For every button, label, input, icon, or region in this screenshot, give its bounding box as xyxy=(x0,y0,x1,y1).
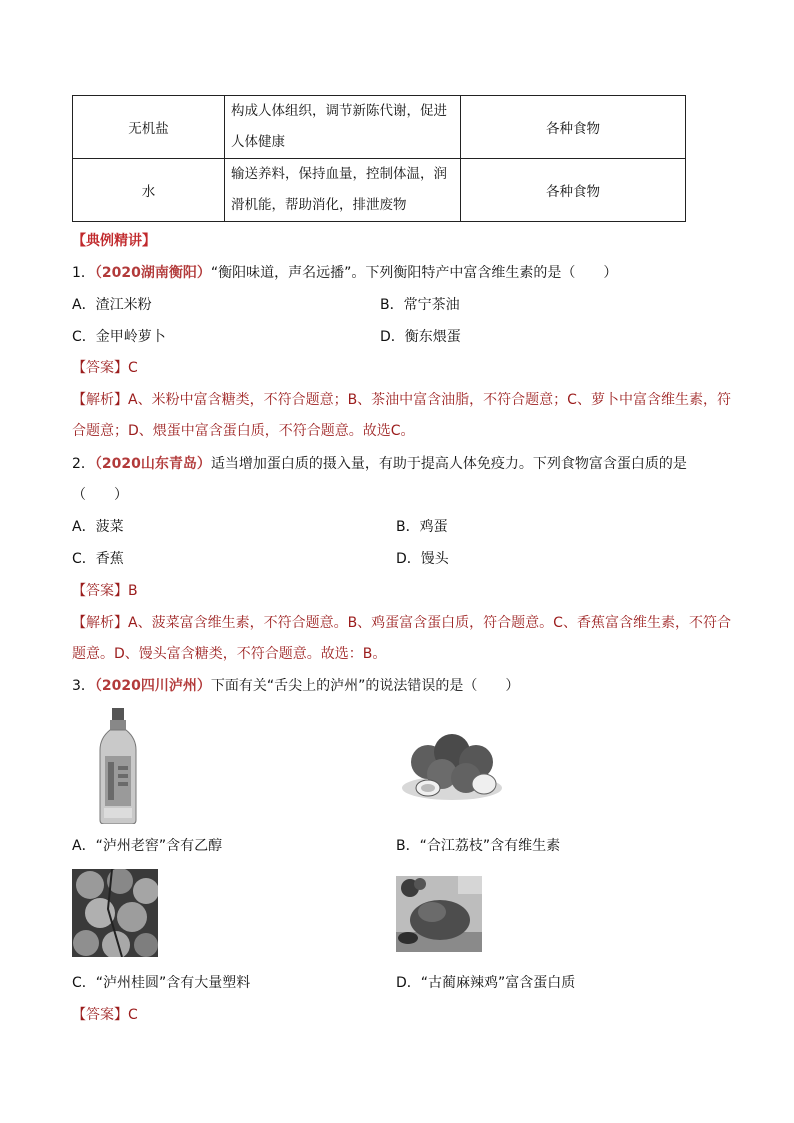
question-number: 2． xyxy=(72,456,95,472)
nutrient-name: 无机盐 xyxy=(73,96,225,159)
question-1 xyxy=(72,263,617,283)
lychee-image xyxy=(398,726,504,804)
option-a: A．菠菜 xyxy=(72,519,124,535)
table-row xyxy=(73,159,686,222)
option-a: A．“泸州老窖”含有乙醇 xyxy=(72,838,223,854)
liquor-bottle-image xyxy=(96,708,140,824)
question-number: 3． xyxy=(72,678,95,694)
analysis: 【解析】A、米粉中富含糖类，不符合题意；B、茶油中富含油脂，不符合题意；C、萝卜中富含维生素，符合题意；D、煨蛋中富含蛋白质，不符合题意。故选C。 xyxy=(72,392,731,439)
spicy-chicken-image xyxy=(396,876,482,952)
nutrient-source: 各种食物 xyxy=(461,96,686,159)
nutrient-function: 输送养料，保持血量，控制体温，润滑机能，帮助消化，排泄废物 xyxy=(225,159,461,222)
option-c: C．香蕉 xyxy=(72,551,124,567)
nutrient-table xyxy=(72,95,686,222)
question-2 xyxy=(72,449,732,511)
option-d: D．“古蔺麻辣鸡”富含蛋白质 xyxy=(396,975,576,991)
question-stem: 适当增加蛋白质的摄入量，有助于提高人体免疫力。下列食物富含蛋白质的是（ ） xyxy=(72,456,687,503)
question-stem: 下面有关“舌尖上的泸州”的说法错误的是（ ） xyxy=(210,678,520,694)
answer: 【答案】B xyxy=(72,583,138,599)
analysis: 【解析】A、菠菜富含维生素，不符合题意。B、鸡蛋富含蛋白质，符合题意。C、香蕉富含维生素，不符合题意。D、馒头富含糖类，不符合题意。故选：B。 xyxy=(72,615,731,662)
option-b: B．常宁茶油 xyxy=(380,297,460,313)
table-row xyxy=(73,96,686,159)
option-d: D．馒头 xyxy=(396,551,449,567)
option-c: C．“泸州桂圆”含有大量塑料 xyxy=(72,975,251,991)
option-d: D．衡东煨蛋 xyxy=(380,329,461,345)
nutrient-function: 构成人体组织，调节新陈代谢，促进人体健康 xyxy=(225,96,461,159)
longan-image xyxy=(72,869,158,957)
question-stem: “衡阳味道，声名远播”。下列衡阳特产中富含维生素的是（ ） xyxy=(210,265,618,281)
question-source: （2020湖南衡阳） xyxy=(94,265,211,281)
answer: 【答案】C xyxy=(72,1007,138,1023)
answer: 【答案】C xyxy=(72,360,138,376)
question-source: （2020四川泸州） xyxy=(94,678,211,694)
option-b: B．“合江荔枝”含有维生素 xyxy=(396,838,561,854)
option-a: A．渣江米粉 xyxy=(72,297,152,313)
section-title: 【典例精讲】 xyxy=(72,233,156,249)
nutrient-source: 各种食物 xyxy=(461,159,686,222)
option-c: C．金甲岭萝卜 xyxy=(72,329,166,345)
nutrient-name: 水 xyxy=(73,159,225,222)
question-3 xyxy=(72,676,519,696)
option-b: B．鸡蛋 xyxy=(396,519,448,535)
question-number: 1． xyxy=(72,265,95,281)
question-source: （2020山东青岛） xyxy=(94,456,211,472)
